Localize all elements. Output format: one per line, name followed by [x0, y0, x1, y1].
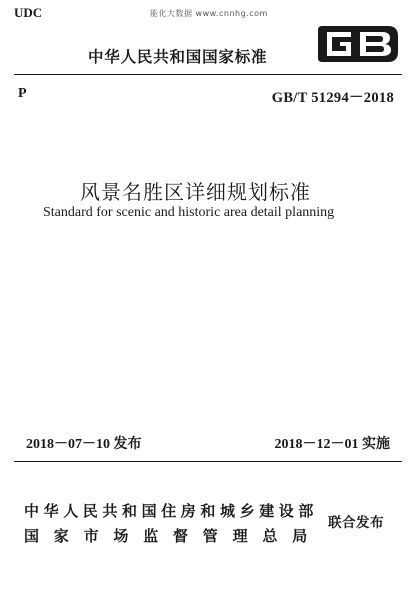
udc-label: UDC — [14, 5, 43, 20]
issue-date: 2018－07－10 发布 — [26, 437, 142, 452]
publisher-ministry: 中华人民共和国住房和城乡建设部 — [24, 502, 319, 520]
standard-number: GB/T 51294－2018 — [271, 90, 394, 106]
gb-logo-icon — [314, 24, 400, 64]
issuer-title: 中华人民共和国国家标准 — [88, 48, 268, 66]
watermark-text: 能化大数据 www.cnnhg.com — [150, 9, 268, 18]
publisher-administration: 国家市场监督管理总局 — [24, 527, 323, 545]
title-chinese: 风景名胜区详细规划标准 — [80, 180, 311, 204]
header-divider — [14, 74, 402, 75]
implementation-date: 2018－12－01 实施 — [274, 437, 390, 452]
footer-divider — [14, 461, 402, 462]
category-code: P — [18, 86, 27, 101]
joint-release-label: 联合发布 — [328, 515, 384, 531]
title-english: Standard for scenic and historic area detail planning — [43, 205, 335, 220]
